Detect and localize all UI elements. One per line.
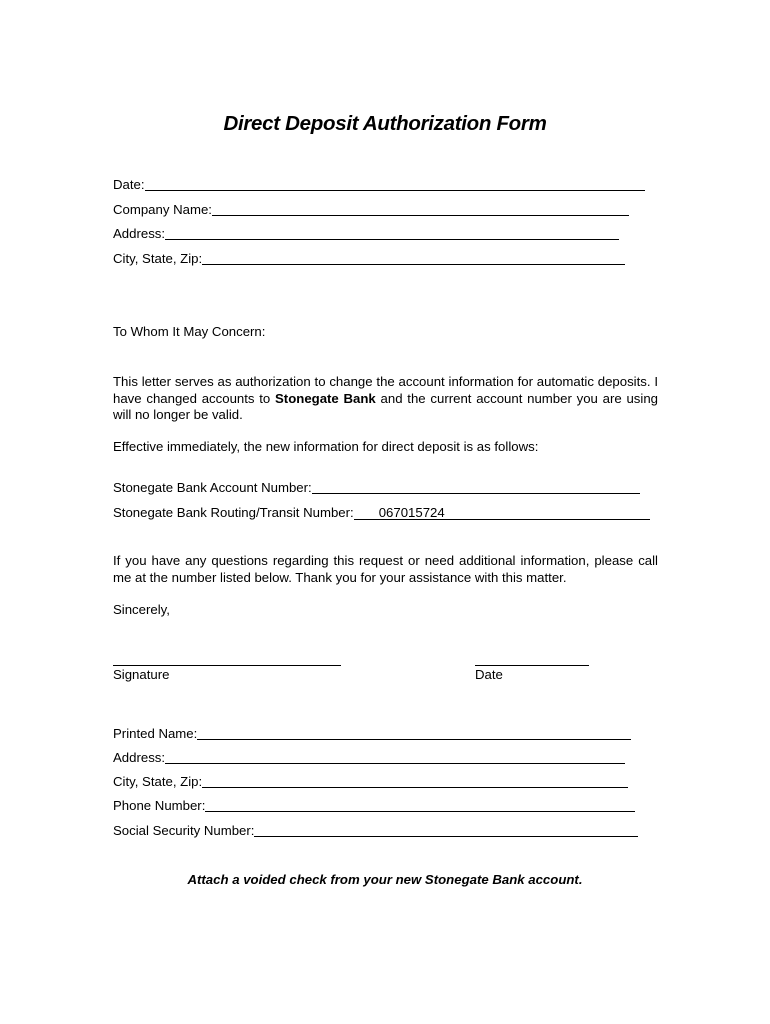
printed-name-field-line[interactable] [197,726,631,740]
routing-number-field-row [113,505,650,521]
date-field-line[interactable] [145,177,645,191]
printed-name-field-label: Printed Name: [113,726,198,741]
routing-number-line-left [354,505,379,520]
form-title: Direct Deposit Authorization Form [223,112,547,135]
address-field-row [113,226,619,242]
phone-number-field-line[interactable] [205,798,635,812]
salutation: To Whom It May Concern: [113,324,266,339]
body-paragraph-1-part1: This letter serves as authorization to change the account information for automatic deposits. I have changed accounts to [113,374,658,406]
bank-name: Stonegate Bank [275,390,376,406]
address-field-label: Address: [113,226,166,241]
ssn-field-line[interactable] [254,823,638,837]
body-paragraph-3: If you have any questions regarding this request or need additional information, please call me at the number listed below. Thank you for your assistance with this matter. [113,553,658,585]
city-state-zip-field-label: City, State, Zip: [113,251,203,266]
routing-number-line-right [445,505,650,520]
footer-city-state-zip-field-label: City, State, Zip: [113,774,203,789]
signature-date-line[interactable] [475,665,589,666]
phone-number-field-label: Phone Number: [113,798,206,813]
company-name-field-label: Company Name: [113,202,212,217]
closing: Sincerely, [113,602,170,617]
signature-label: Signature [113,667,170,682]
footer-address-field-row [113,750,625,766]
city-state-zip-field-line[interactable] [202,251,625,265]
date-field-row [113,177,645,193]
body-paragraph-1 [113,374,658,424]
date-field-label: Date: [113,177,145,192]
body-paragraph-2: Effective immediately, the new information for direct deposit is as follows: [113,439,539,454]
company-name-field-line[interactable] [212,202,629,216]
address-field-line[interactable] [165,226,619,240]
signature-date-label: Date [475,667,503,682]
ssn-field-row [113,823,638,839]
city-state-zip-field-row [113,251,625,267]
routing-number-field-label: Stonegate Bank Routing/Transit Number: [113,505,354,520]
body-paragraph-1-part2: and the current account number you are using will no longer be valid. [113,390,658,422]
footer-address-field-label: Address: [113,750,166,765]
account-number-field-line[interactable] [312,480,640,494]
footer-address-field-line[interactable] [165,750,625,764]
routing-number-value[interactable]: 067015724 [378,505,445,520]
footer-city-state-zip-field-line[interactable] [202,774,628,788]
ssn-field-label: Social Security Number: [113,823,255,838]
footer-city-state-zip-field-row [113,774,628,790]
account-number-field-row [113,480,640,496]
company-name-field-row [113,202,629,218]
phone-number-field-row [113,798,635,814]
footer-note: Attach a voided check from your new Stonegate Bank account. [187,872,583,887]
printed-name-field-row [113,726,631,742]
account-number-field-label: Stonegate Bank Account Number: [113,480,312,495]
signature-line[interactable] [113,665,341,666]
